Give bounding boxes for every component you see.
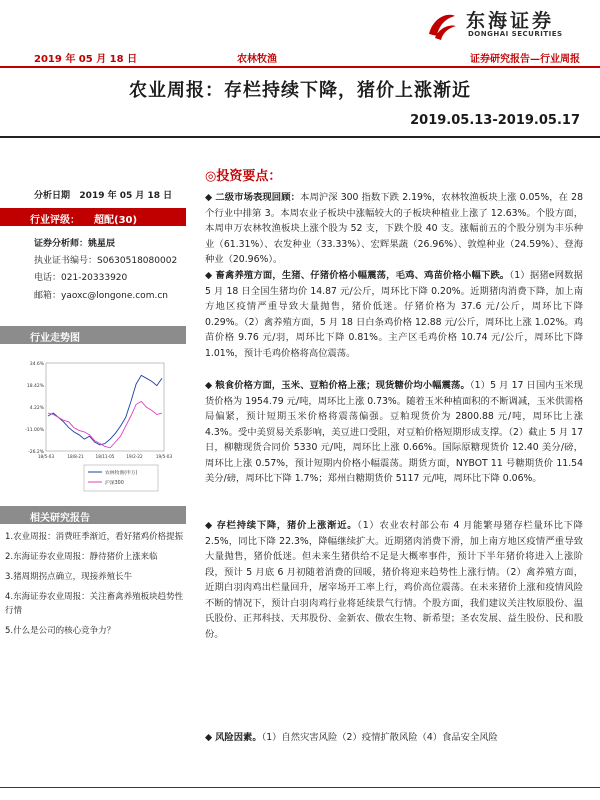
y-tick-label: -11.00% <box>25 428 44 433</box>
trend-header: 行业走势图 <box>0 326 186 344</box>
brand-name: 东海证券 <box>466 10 555 32</box>
brand-logo-icon <box>425 8 459 42</box>
related-item[interactable]: 5.什么是公司的核心竞争力？ <box>5 626 116 636</box>
trend-chart <box>20 355 173 495</box>
bullet-icon: ◆ <box>205 270 213 281</box>
analyst-phone: 电话：021-20333920 <box>34 273 128 283</box>
report-period: 2019.05.13-2019.05.17 <box>410 113 580 128</box>
y-tick-label: -26.2% <box>28 450 44 455</box>
related-item[interactable]: 4.东海证券农业周报：关注畜禽养殖板块趋势性行情 <box>5 592 184 616</box>
y-tick-label: 4.22% <box>29 406 44 411</box>
paragraph-grain: ◆ 粮食价格方面，玉米、豆粕价格上涨；现货糖价均小幅震荡。（1）5 月 17 日国内玉米现货价格为 1954.79 元/吨，周环比上涨 0.73%。随着玉米种植面积的不断调减，玉米供需格局偏紧，预计短期玉米价格将震荡偏强。豆粕现货价为 2800.88 元/吨，周环比上涨 4.3%。受中美贸易关系影响，美豆进口受阻，对豆粕价格短期形成支撑。（2）截止 5 月 17 日，柳糖现货合同价 5330 元/吨，周环比上涨 0.66%。国际原糖现货价 12.40 美分/磅，周环比上涨 0.57%，预计短期内价格小幅震荡。期货方面，NYBOT 11 号糖期货价 11.54 美分/磅，周环比下降 1.7%；郑州白糖期货价 5117 元/吨，周环比下降 0.06%。 <box>205 380 583 484</box>
analyst-cert: 执业证书编号：S0630518080002 <box>34 256 178 266</box>
rating-box <box>0 208 186 226</box>
paragraph-livestock: ◆ 畜禽养殖方面，生猪、仔猪价格小幅震荡，毛鸡、鸡苗价格小幅下跌。（1）据猪e网数据 5 月 18 日全国生猪均价 14.87 元/公斤，周环比下降 0.20%。近期猪肉消费下降，加上南方地区疫情严重导致大量抛售，猪价低迷。仔猪价格为 37.6 元/公斤，周环比下降 0.29%。（2）禽养殖方面，5 月 18 日白条鸡价格 12.88 元/公斤，周环比上涨 1.02%。鸡苗价格 9.76 元/羽，周环比下降 0.81%。主产区毛鸡价格 10.74 元/公斤，周环比下降 1.01%，预计毛鸡价格将高位震荡。 <box>205 270 583 359</box>
bullet-icon: ◆ <box>205 732 213 743</box>
report-series: 证券研究报告—行业周报 <box>470 54 580 65</box>
target-icon: ◎ <box>205 169 217 184</box>
highlights-title: ◎投资要点： <box>205 169 282 184</box>
paragraph-risk: ◆ 风险因素。（1）自然灾害风险（2）疫情扩散风险（4）食品安全风险 <box>205 732 498 743</box>
x-tick-label: 18/5-03 <box>37 454 55 459</box>
legend-label: 农林牧渔(申万) <box>105 471 138 476</box>
y-tick-label: 18.42% <box>26 384 44 389</box>
brand-name-en: DONGHAI SECURITIES <box>468 30 563 38</box>
y-tick-label: 34.6% <box>29 362 44 367</box>
bullet-icon: ◆ <box>205 192 213 203</box>
related-list <box>5 530 185 638</box>
x-tick-label: 19/2-22 <box>126 454 143 459</box>
top-bar <box>0 46 600 66</box>
title-divider <box>0 136 600 138</box>
sector-label: 农林牧渔 <box>237 54 277 65</box>
report-date: 2019 年 05 月 18 日 <box>34 54 138 65</box>
paragraph-hog: ◆ 存栏持续下降，猪价上涨渐近。（1）农业农村部公布 4 月能繁母猪存栏量环比下降 2.5%，同比下降 22.3%，降幅继续扩大。近期猪肉消费下滑，加上南方地区疫情严重导致大量抛售，猪价低迷。但未来生猪供给不足是大概率事件，预计下半年猪价将进入上涨阶段，预计 5 月底 6 月初随着消费的回暖，猪价将迎来趋势性上涨行情。（2）禽养殖方面，近期白羽肉鸡出栏量回升，屠宰场开工率上行，鸡价高位震荡。在未来猪价上涨和疫情风险不断的情况下，预计白羽肉鸡行业将延续景气行情。个股方面，我们建议关注牧原股份、温氏股份、正邦科技、天邦股份、金新农、傲农生物、新希望；圣农发展、益生股份、民和股份。 <box>205 520 583 640</box>
x-tick-label: 19/5-03 <box>155 454 173 459</box>
related-item[interactable]: 2.东海证券农业周报：静待猪价上涨来临 <box>5 552 158 562</box>
legend-label: 沪深300 <box>105 481 124 486</box>
paragraph-market: ◆ 二级市场表现回顾：本周沪深 300 指数下跌 2.19%，农林牧渔板块上涨 0.05%，在 28 个行业中排第 3。本周农业子板块中涨幅较大的子板块种植业上涨了 12.63%。个股方面，本周申万农林牧渔板块上涨个股为 52 支，下跌个股 40 支。涨幅前五的个股分别为丰乐种业（61.31%）、农发种业（33.33%）、宏辉果蔬（26.96%）、敦煌种业（24.59%）、登海种业（20.96%）。 <box>205 192 583 265</box>
analysis-date: 分析日期 2019 年 05 月 18 日 <box>34 191 173 201</box>
x-tick-label: 18/11-05 <box>95 454 115 459</box>
related-item[interactable]: 1.农业周报：消费旺季渐近，看好猪鸡价格提振 <box>5 532 184 542</box>
related-item[interactable]: 3.猪周期拐点确立，现接养殖长牛 <box>5 572 133 582</box>
related-header: 相关研究报告 <box>0 506 186 524</box>
footer-divider <box>0 787 600 788</box>
analyst-email[interactable]: 邮箱：yaoxc@longone.com.cn <box>34 291 168 301</box>
header-divider <box>0 66 600 68</box>
analyst-role: 证券分析师：姚星辰 <box>34 239 116 249</box>
x-tick-label: 18/8-21 <box>67 454 84 459</box>
rating-label: 行业评级： <box>30 215 80 226</box>
bullet-icon: ◆ <box>205 380 213 391</box>
bullet-icon: ◆ <box>205 520 213 531</box>
page-title: 农业周报：存栏持续下降，猪价上涨渐近 <box>129 80 471 101</box>
rating-value: 超配(30) <box>94 215 138 226</box>
